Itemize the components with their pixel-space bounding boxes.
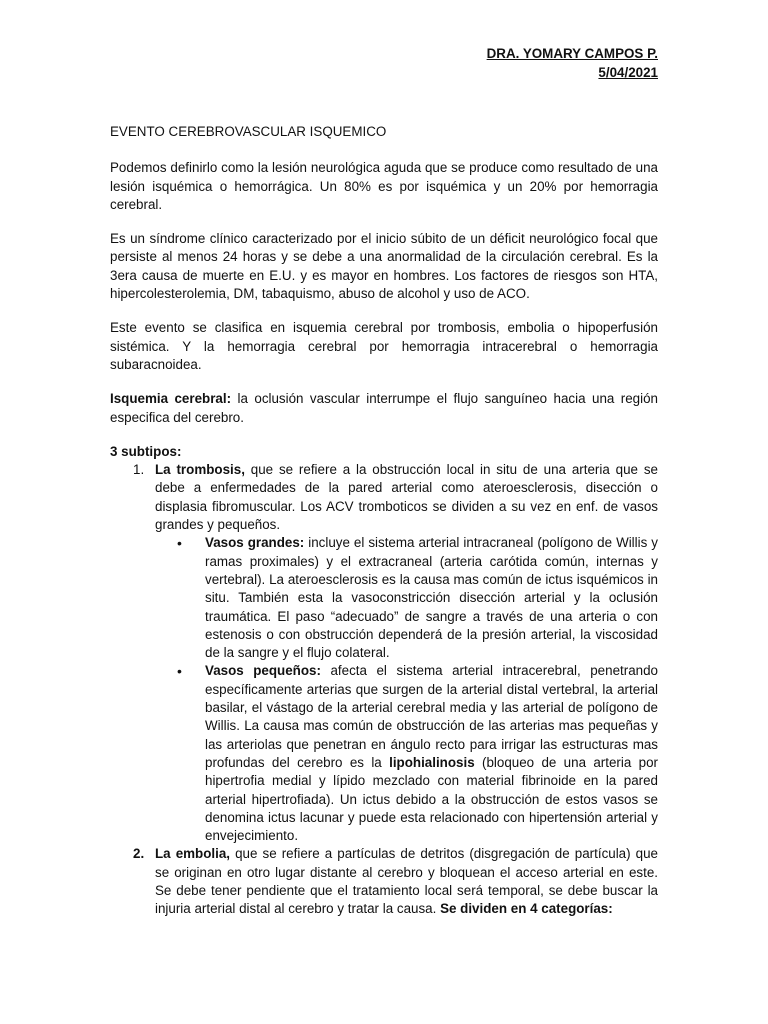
paragraph-ischemia (110, 390, 658, 427)
vasos-grandes-term: Vasos grandes: (205, 535, 305, 551)
document-body (110, 123, 658, 919)
lipohialinosis-term: lipohialinosis (389, 754, 475, 770)
document-date: 5/04/2021 (598, 65, 658, 80)
embolia-text: que se refiere a partículas de detritos (disgregación de partícula) que se originan en otro lugar distante al cerebro y bloquean el acceso arterial en este. Se debe tener pendiente que el tratamiento local será temporal, se debe buscar la injuria arterial distal al cerebro y tratar la causa. (155, 846, 658, 917)
list-number: 2. (133, 846, 145, 862)
bullet-dot-icon: • (177, 535, 182, 552)
bullet-vasos-pequenos (155, 662, 658, 845)
ischemia-term: Isquemia cerebral: (110, 391, 232, 407)
ischemia-definition: la oclusión vascular interrumpe el flujo sanguíneo hacia una región especifica del cerebro. (110, 391, 658, 425)
bullet-vasos-grandes (155, 534, 658, 662)
subtypes-list (110, 461, 658, 918)
trombosis-term: La trombosis, (155, 462, 245, 478)
paragraph-classification: Este evento se clasifica en isquemia cerebral por trombosis, embolia o hipoperfusión sistémica. Y la hemorragia cerebral por hemorragia intracerebral o hemorragia subaracnoidea. (110, 320, 658, 372)
vasos-pequenos-text-2: (bloqueo de una arteria por hipertrofia medial y lípido mezclado con material fibrinoide en la pared arterial hipertrofiada). Un ictus debido a la obstrucción de estos vasos se denomina ictus lacunar y puede esta relacionado con hipertensión arterial y envejecimiento. (205, 754, 659, 844)
vasos-pequenos-text: afecta el sistema arterial intracerebral, penetrando específicamente arterias que surgen de la arterial distal vertebral, la arterial basilar, el vástago de la arterial cerebral media y las arterial de polígono de Willis. La causa mas común de obstrucción de las arterias mas pequeñas y las arteriolas que penetran en ángulo recto para irrigar las estructuras mas profundas del cerebro es la (205, 663, 658, 770)
embolia-categories: Se dividen en 4 categorías: (440, 901, 613, 917)
vasos-grandes-text: incluye el sistema arterial intracraneal (polígono de Willis y ramas proximales) y el extracraneal (arteria carótida común, internas y vertebral). La ateroesclerosis es la causa mas común de ictus isquémicos in situ. También esta la vasoconstricción disección arterial y la oclusión traumática. El paso “adecuado” de sangre a través de una arteria o con estenosis o con obstrucción dependerá de la presión arterial, la viscosidad de la sangre y el flujo colateral. (205, 535, 658, 661)
trombosis-bullets (155, 534, 658, 845)
document-header (487, 44, 658, 82)
embolia-term: La embolia, (155, 846, 231, 862)
list-item-embolia (110, 845, 658, 918)
trombosis-text: que se refiere a la obstrucción local in situ de una arteria que se debe a enfermedades de la pared arterial como ateroesclerosis, disección o displasia fibromuscular. Los ACV tromboticos se dividen a su vez en enf. de vasos grandes y pequeños. (155, 462, 658, 533)
subtypes-heading: 3 subtipos: (110, 443, 182, 459)
bullet-dot-icon: • (177, 663, 182, 680)
list-item-trombosis (110, 461, 658, 845)
document-title: EVENTO CEREBROVASCULAR ISQUEMICO (110, 124, 387, 139)
paragraph-definition: Podemos definirlo como la lesión neurológica aguda que se produce como resultado de una lesión isquémica o hemorrágica. Un 80% es por isquémica y un 20% por hemorragia cerebral. (110, 160, 658, 212)
vasos-pequenos-term: Vasos pequeños: (205, 663, 321, 679)
paragraph-syndrome: Es un síndrome clínico caracterizado por el inicio súbito de un déficit neurológico focal que persiste al menos 24 horas y se debe a una anormalidad de la circulación cerebral. Es la 3era causa de muerte en E.U. y es mayor en hombres. Los factores de riesgos son HTA, hipercolesterolemia, DM, tabaquismo, abuso de alcohol y uso de ACO. (110, 231, 658, 302)
list-number: 1. (133, 462, 145, 478)
author-name: DRA. YOMARY CAMPOS P. (486, 46, 658, 61)
